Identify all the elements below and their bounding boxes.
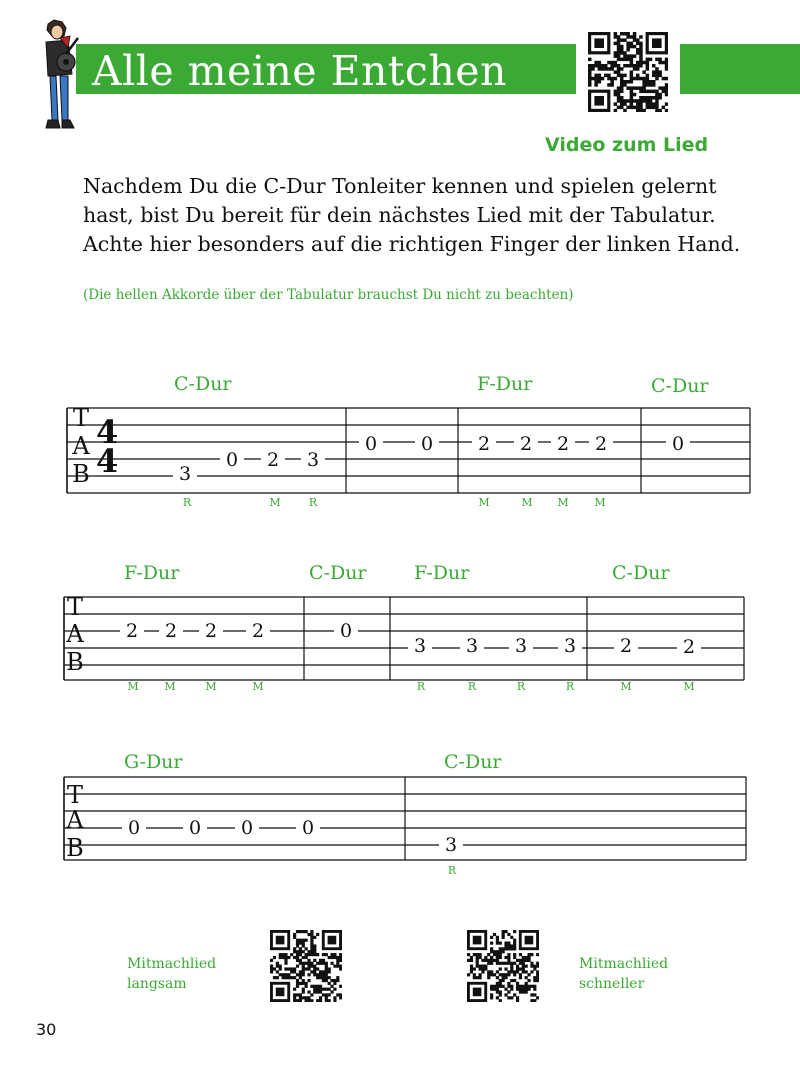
tab-note: 2 (589, 435, 613, 453)
tab-note: 0 (334, 622, 358, 640)
chord-label: C-Dur (309, 562, 367, 584)
mitmachlied-fast-label[interactable]: Mitmachlied schneller (579, 956, 669, 992)
tab-letter-b: B (66, 648, 84, 676)
tab-note: 2 (514, 435, 538, 453)
finger-label: M (683, 680, 695, 693)
page-number: 30 (36, 1020, 57, 1039)
tab-note: 3 (509, 637, 533, 655)
intro-text: Nachdem Du die C-Dur Tonleiter kennen und spielen gelernt hast, bist Du bereit für dein nächstes Lied mit der Tabulatur. Achte hier besonders auf die richtigen Finger der linken Hand. (83, 174, 741, 256)
chord-label: C-Dur (612, 562, 670, 584)
tab-letter-b: B (66, 834, 84, 862)
tab-letter-t: T (66, 593, 83, 621)
tab-note: 3 (558, 637, 582, 655)
video-link-label[interactable]: Video zum Lied (545, 134, 709, 156)
finger-label: M (252, 680, 264, 693)
tab-note: 0 (122, 819, 146, 837)
tab-note: 0 (183, 819, 207, 837)
tab-note: 0 (359, 435, 383, 453)
tab-note: 3 (439, 836, 463, 854)
chord-note: (Die hellen Akkorde über der Tabulatur brauchst Du nicht zu beachten) (83, 287, 574, 303)
finger-label: R (467, 680, 477, 693)
chord-label: C-Dur (651, 375, 709, 397)
finger-label: R (516, 680, 526, 693)
tab-note: 0 (666, 435, 690, 453)
chord-label: G-Dur (124, 751, 183, 773)
finger-label: M (557, 496, 569, 509)
time-signature-bottom: 4 (96, 442, 119, 480)
tab-letter-b: B (72, 460, 90, 488)
finger-label: R (182, 496, 192, 509)
tab-letter-a: A (72, 432, 90, 460)
tab-note: 2 (261, 451, 285, 469)
tab-note: 3 (408, 637, 432, 655)
finger-label: M (269, 496, 281, 509)
tab-note: 2 (246, 622, 270, 640)
finger-label: R (447, 864, 457, 877)
finger-label: R (308, 496, 318, 509)
tab-note: 0 (296, 819, 320, 837)
finger-label: M (521, 496, 533, 509)
page-title: Alle meine Entchen (92, 47, 507, 95)
chord-label: F-Dur (124, 562, 180, 584)
qr-code-icon[interactable] (270, 930, 342, 1002)
mitmachlied-slow-label[interactable]: Mitmachlied langsam (127, 956, 217, 992)
finger-label: M (164, 680, 176, 693)
finger-label: R (416, 680, 426, 693)
tab-note: 2 (551, 435, 575, 453)
tab-note: 0 (235, 819, 259, 837)
chord-label: C-Dur (444, 751, 502, 773)
tab-letter-t: T (72, 404, 89, 432)
tab-note: 0 (220, 451, 244, 469)
tab-note: 3 (301, 451, 325, 469)
tab-note: 2 (159, 622, 183, 640)
finger-label: M (127, 680, 139, 693)
finger-label: R (565, 680, 575, 693)
chord-label: F-Dur (414, 562, 470, 584)
tab-note: 0 (415, 435, 439, 453)
finger-label: M (594, 496, 606, 509)
qr-code-icon[interactable] (467, 930, 539, 1002)
tab-note: 2 (614, 637, 638, 655)
chord-label: C-Dur (174, 373, 232, 395)
tab-note: 2 (199, 622, 223, 640)
finger-label: M (478, 496, 490, 509)
tab-letter-t: T (66, 781, 83, 809)
finger-label: M (620, 680, 632, 693)
time-signature-top: 4 (96, 413, 119, 451)
tab-letter-a: A (66, 806, 84, 834)
tab-note: 3 (173, 465, 197, 483)
tab-note: 2 (472, 435, 496, 453)
tab-note: 3 (460, 637, 484, 655)
finger-label: M (205, 680, 217, 693)
tab-note: 2 (120, 622, 144, 640)
tab-letter-a: A (66, 620, 84, 648)
chord-label: F-Dur (477, 373, 533, 395)
tab-note: 2 (677, 638, 701, 656)
